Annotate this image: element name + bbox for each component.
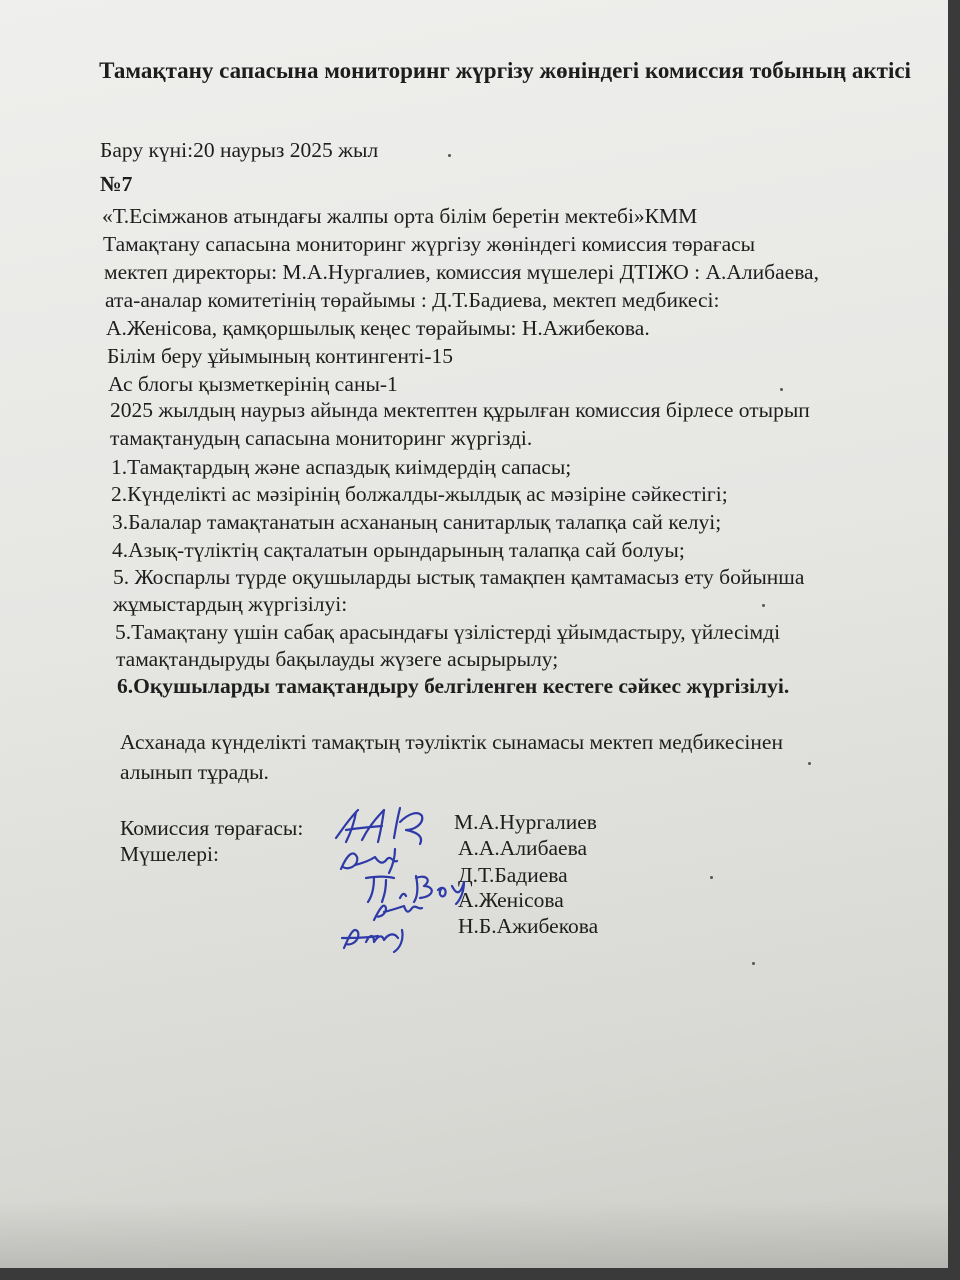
- signatory-name: А.А.Алибаева: [458, 836, 587, 860]
- scan-speck: [752, 962, 755, 965]
- body-line: Ас блогы қызметкерінің саны-1: [108, 372, 398, 396]
- members-label: Мүшелері:: [120, 842, 219, 866]
- scan-speck: [762, 604, 765, 607]
- closing-line: Асханада күнделікті тамақтың тәуліктік сынамасы мектеп медбикесінен: [120, 730, 783, 754]
- bold-line: 6.Оқушыларды тамақтандыру белгіленген кестеге сәйкес жүргізілуі.: [117, 674, 790, 698]
- body-line: 1.Тамақтардың және аспаздық киімдердің сапасы;: [111, 455, 572, 479]
- signatory-name: Д.Т.Бадиева: [458, 863, 568, 887]
- document-title: Тамақтану сапасына мониторинг жүргізу жөніндегі комиссия тобының актісі: [99, 58, 911, 83]
- scan-speck: [808, 762, 811, 765]
- scan-speck: [710, 876, 713, 879]
- body-line: мектеп директоры: М.А.Нургалиев, комиссия мүшелері ДТІЖО : А.Алибаева,: [104, 260, 819, 284]
- body-line: А.Женісова, қамқоршылық кеңес төрайымы: Н.Ажибекова.: [106, 316, 650, 340]
- body-line: 5.Тамақтану үшін сабақ арасындағы үзілістерді ұйымдастыру, үйлесімді: [115, 620, 781, 644]
- signature-member-4: [338, 920, 418, 955]
- body-line: 3.Балалар тамақтанатын асхананың санитарлық талапқа сай келуі;: [112, 510, 722, 534]
- act-number: №7: [100, 172, 133, 196]
- body-line: 4.Азық-түліктің сақталатын орындарының талапқа сай болуы;: [112, 538, 685, 562]
- scan-speck: [448, 154, 451, 157]
- signatory-name: М.А.Нургалиев: [454, 810, 597, 834]
- body-line: 5. Жоспарлы түрде оқушыларды ыстық тамақпен қамтамасыз ету бойынша: [113, 565, 805, 589]
- body-line: ата-аналар комитетінің төрайымы : Д.Т.Бадиева, мектеп медбикесі:: [105, 288, 720, 312]
- body-line: Білім беру ұйымының контингенті-15: [107, 344, 454, 368]
- body-line: «Т.Есімжанов атындағы жалпы орта білім беретін мектебі»КММ: [102, 204, 698, 228]
- signatory-name: Н.Б.Ажибекова: [458, 914, 599, 938]
- body-line: 2025 жылдың наурыз айында мектептен құрылған комиссия бірлесе отырып: [110, 398, 810, 422]
- signatory-name: А.Женісова: [458, 888, 564, 912]
- body-line: 2.Күнделікті ас мәзірінің болжалды-жылдық ас мәзіріне сәйкестігі;: [111, 482, 728, 506]
- chair-label: Комиссия төрағасы:: [120, 816, 304, 840]
- body-line: Тамақтану сапасына мониторинг жүргізу жөніндегі комиссия төрағасы: [103, 232, 756, 256]
- body-line: тамақтандыруды бақылауды жүзеге асырырылу;: [116, 647, 559, 671]
- closing-line: алынып тұрады.: [120, 760, 269, 784]
- scan-speck: [780, 388, 783, 391]
- visit-date: Бару күні:20 наурыз 2025 жыл: [100, 138, 379, 162]
- page-shadow: [0, 1200, 948, 1268]
- body-line: тамақтанудың сапасына мониторинг жүргізді.: [110, 426, 533, 450]
- body-line: жұмыстардың жүргізілуі:: [113, 592, 348, 616]
